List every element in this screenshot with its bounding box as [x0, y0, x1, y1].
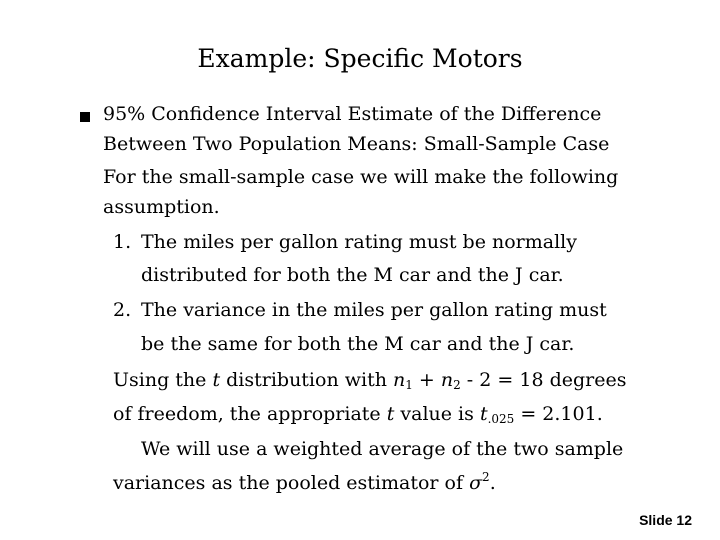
assumption-2-line-2: be the same for both the M car and the J car.	[141, 333, 575, 355]
t-value-variable: t	[479, 403, 488, 425]
t-line1-suffix: - 2 = 18 degrees	[460, 369, 627, 391]
n2-variable: n	[440, 369, 454, 391]
slide-title: Example: Specific Motors	[197, 44, 523, 73]
assumption-2-line-1	[113, 297, 607, 323]
t-variable-2: t	[386, 403, 395, 425]
bullet-square-icon	[80, 112, 90, 122]
pooled-line-2	[113, 470, 496, 496]
plus-sign: +	[412, 369, 441, 391]
assumption-1-line-1	[113, 229, 577, 255]
t-line2-suffix: = 2.101.	[514, 403, 603, 425]
t-distribution-line-2	[113, 401, 603, 427]
bullet-line-2: Between Two Population Means: Small-Sample Case	[103, 133, 610, 155]
n2-subscript: 2	[453, 378, 461, 392]
assumption-1-text: The miles per gallon rating must be normally	[141, 231, 577, 253]
assumption-2-number: 2.	[113, 299, 132, 321]
sigma-superscript: 2	[482, 470, 490, 484]
pooled-line2-suffix: .	[489, 472, 496, 494]
assumption-2-text: The variance in the miles per gallon rating must	[141, 299, 607, 321]
intro-line-2: assumption.	[103, 196, 220, 218]
pooled-line-1: We will use a weighted average of the two sample	[141, 438, 624, 460]
n1-variable: n	[392, 369, 406, 391]
slide-number: Slide 12	[639, 512, 692, 528]
t-line1-mid: distribution with	[220, 369, 393, 391]
t-line2-prefix: of freedom, the appropriate	[113, 403, 387, 425]
assumption-1-line-2: distributed for both the M car and the J car.	[141, 264, 564, 286]
t-variable: t	[212, 369, 221, 391]
assumption-1-number: 1.	[113, 231, 132, 253]
sigma-symbol: σ	[469, 472, 483, 494]
intro-line-1: For the small-sample case we will make the following	[103, 166, 619, 188]
t-value-subscript: .025	[487, 412, 515, 426]
bullet-line-1: 95% Confidence Interval Estimate of the Difference	[103, 103, 602, 125]
t-line2-mid: value is	[394, 403, 480, 425]
t-line1-prefix: Using the	[113, 369, 213, 391]
pooled-line2-prefix: variances as the pooled estimator of	[113, 472, 470, 494]
n1-subscript: 1	[405, 378, 413, 392]
t-distribution-line-1	[113, 367, 626, 393]
